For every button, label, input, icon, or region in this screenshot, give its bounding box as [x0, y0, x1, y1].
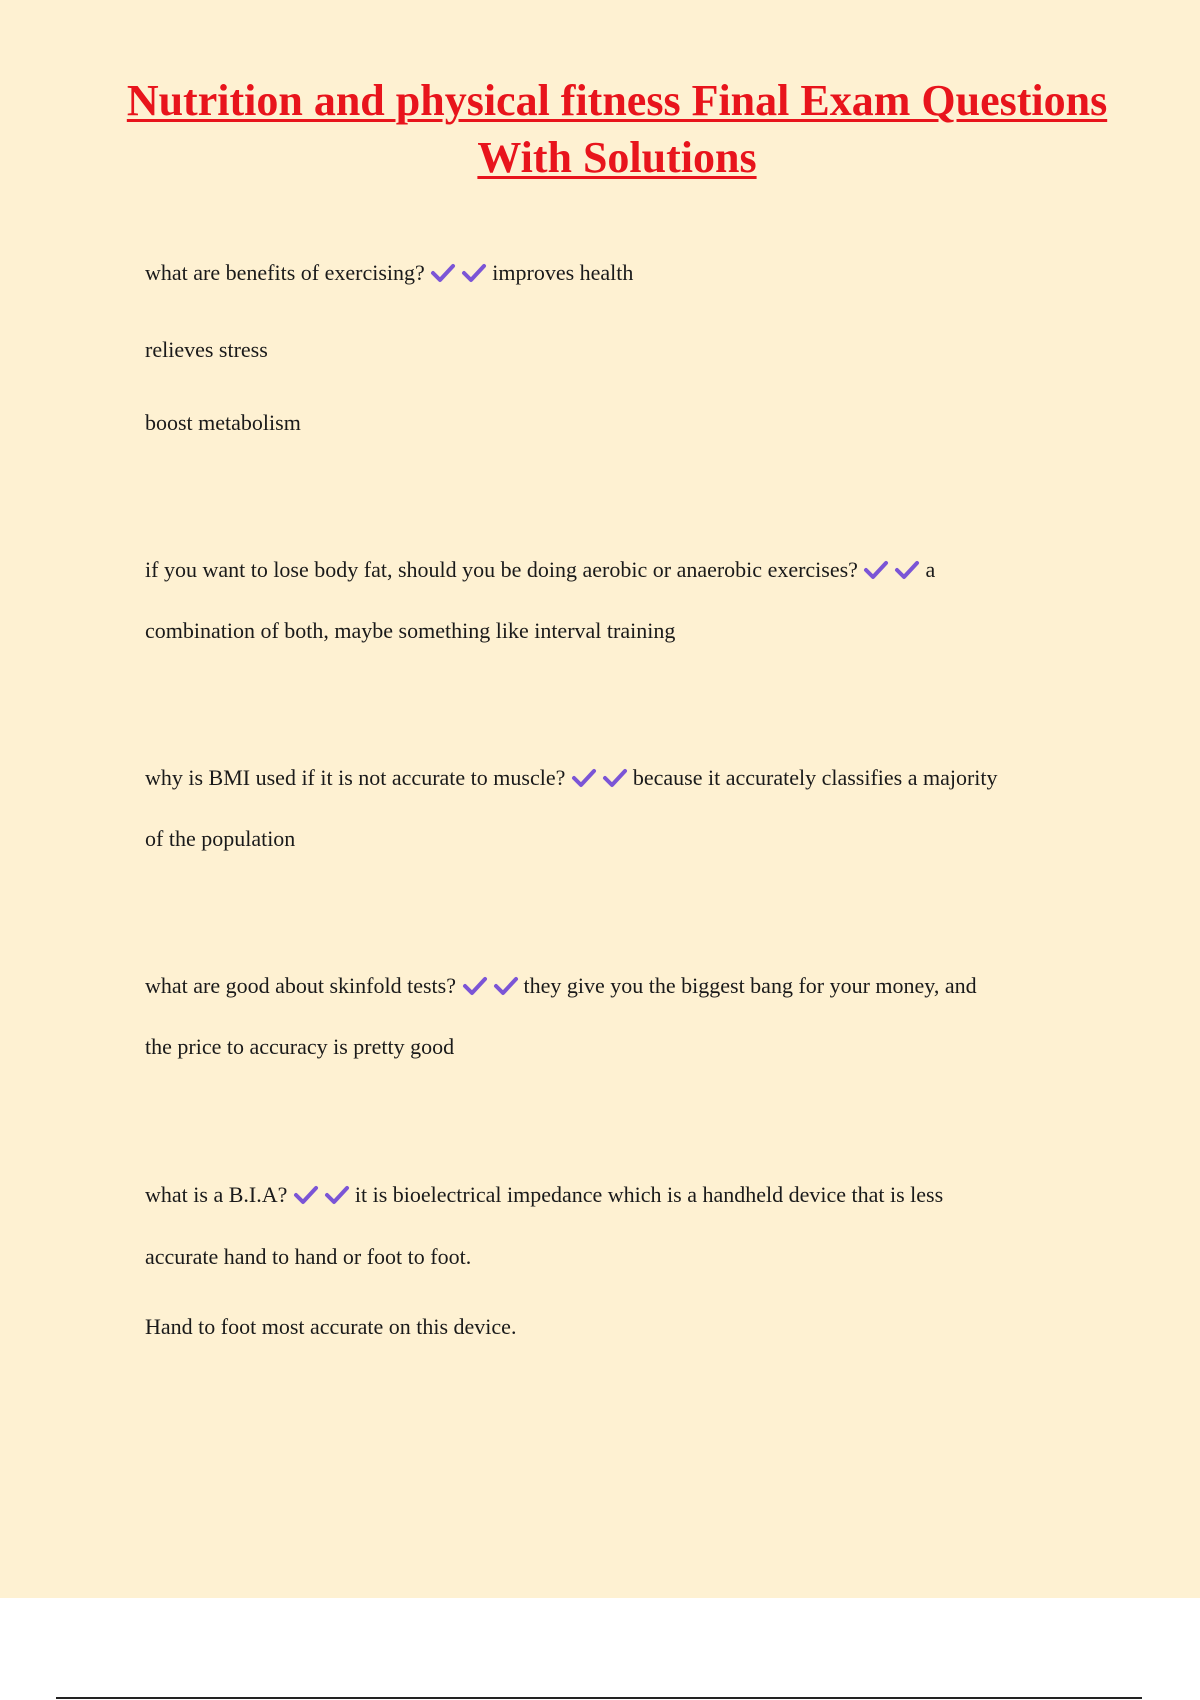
answer-line: of the population [145, 826, 296, 851]
answer-line: accurate hand to hand or foot to foot. [145, 1244, 472, 1269]
question-text: why is BMI used if it is not accurate to muscle? [145, 765, 566, 790]
answer-text: improves health [492, 260, 634, 285]
question-text: if you want to lose body fat, should you be doing aerobic or anaerobic exercises? [145, 557, 858, 582]
question-text: what are good about skinfold tests? [145, 973, 456, 998]
checkmark-icon [462, 975, 488, 997]
checkmark-icon [571, 767, 597, 789]
checkmark-icon [894, 559, 920, 581]
answer-text: they give you the biggest bang for your money, and [523, 973, 977, 998]
answer-line: Hand to foot most accurate on this device. [145, 1314, 517, 1339]
answer-text: because it accurately classifies a majority [632, 765, 998, 790]
checkmark-icon [493, 975, 519, 997]
qa-entry-5 [145, 1181, 943, 1209]
checkmark-icon [863, 559, 889, 581]
qa-entry-1 [145, 259, 633, 287]
checkmark-icon [324, 1184, 350, 1206]
answer-line: combination of both, maybe something like interval training [145, 618, 676, 643]
qa-entry-3 [145, 764, 998, 792]
document-title: Nutrition and physical fitness Final Exam Questions With Solutions [126, 76, 1108, 182]
answer-line: boost metabolism [145, 410, 301, 435]
checkmark-icon [461, 262, 487, 284]
answer-text: a [925, 557, 936, 582]
answer-text: it is bioelectrical impedance which is a handheld device that is less [354, 1182, 944, 1207]
footer-divider [56, 1697, 1142, 1699]
answer-line: the price to accuracy is pretty good [145, 1034, 455, 1059]
question-text: what are benefits of exercising? [145, 260, 425, 285]
checkmark-icon [293, 1184, 319, 1206]
checkmark-icon [430, 262, 456, 284]
qa-entry-2 [145, 556, 935, 584]
checkmark-icon [602, 767, 628, 789]
question-text: what is a B.I.A? [145, 1182, 288, 1207]
qa-entry-4 [145, 972, 977, 1000]
answer-line: relieves stress [145, 337, 268, 362]
